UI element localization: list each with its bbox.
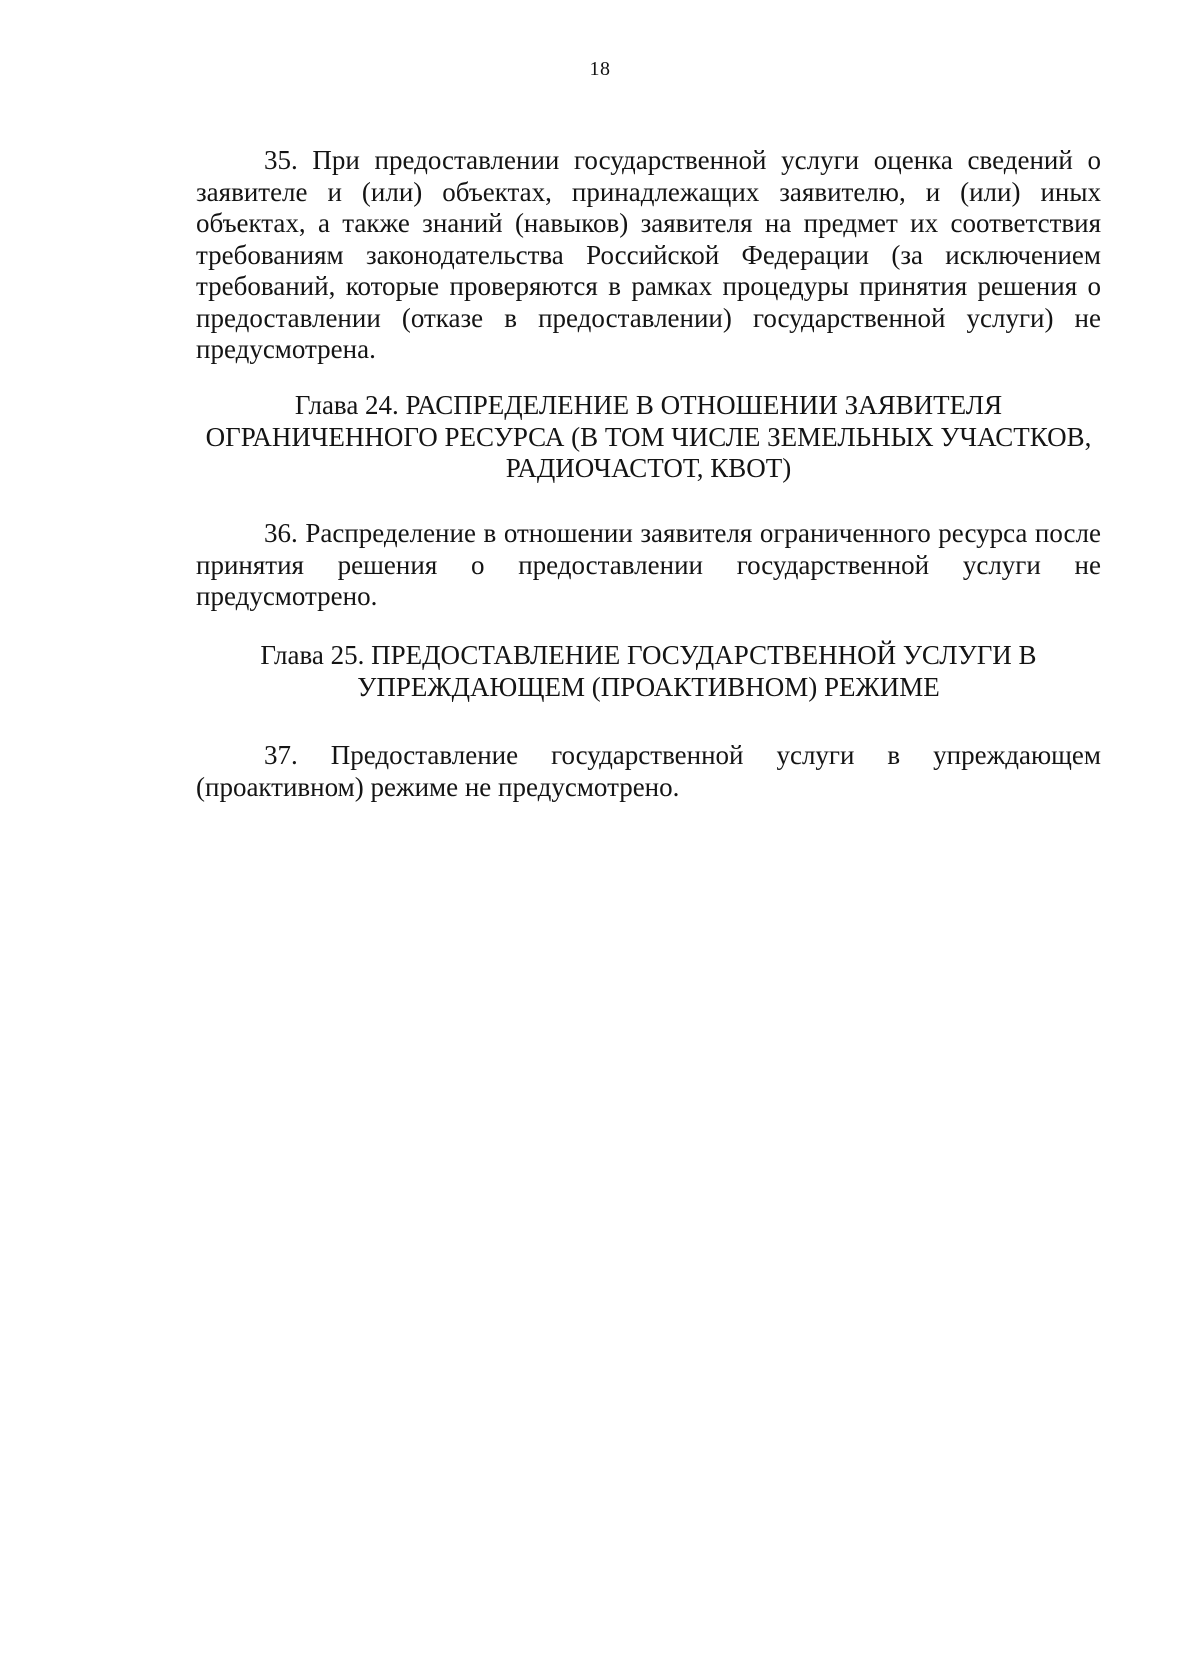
chapter-24-heading-line: ОГРАНИЧЕННОГО РЕСУРСА (В ТОМ ЧИСЛЕ ЗЕМЕЛЬНЫХ УЧАСТКОВ, (205, 421, 1092, 452)
chapter-24-heading-line: РАДИОЧАСТОТ, КВОТ) (505, 453, 792, 483)
paragraph-37: 37. Предоставление государственной услуги в упреждающем (проактивном) режиме не предусмотрено. (196, 740, 1101, 802)
chapter-25-heading-line: Глава 25. ПРЕДОСТАВЛЕНИЕ ГОСУДАРСТВЕННОЙ УСЛУГИ В (260, 640, 1037, 670)
paragraph-35: 35. При предоставлении государственной услуги оценка сведений о заявителе и (или) объектах, принадлежащих заявителю, и (или) иных объектах, а также знаний (навыков) заявителя на предмет их соответствия требованиям законодательства Российской Федерации (за исключением требований, которые проверяются в рамках процедуры принятия решения о предоставлении (отказе в предоставлении) государственной услуги) не предусмотрена. (196, 145, 1101, 364)
chapter-25-heading (196, 640, 1101, 703)
chapter-25-heading-line: УПРЕЖДАЮЩЕМ (ПРОАКТИВНОМ) РЕЖИМЕ (357, 671, 940, 702)
page-number: 18 (589, 58, 611, 80)
chapter-24-heading (196, 390, 1101, 485)
chapter-24-heading-line: Глава 24. РАСПРЕДЕЛЕНИЕ В ОТНОШЕНИИ ЗАЯВИТЕЛЯ (294, 390, 1003, 420)
paragraph-36: 36. Распределение в отношении заявителя ограниченного ресурса после принятия решения о предоставлении государственной услуги не предусмотрено. (196, 518, 1101, 611)
